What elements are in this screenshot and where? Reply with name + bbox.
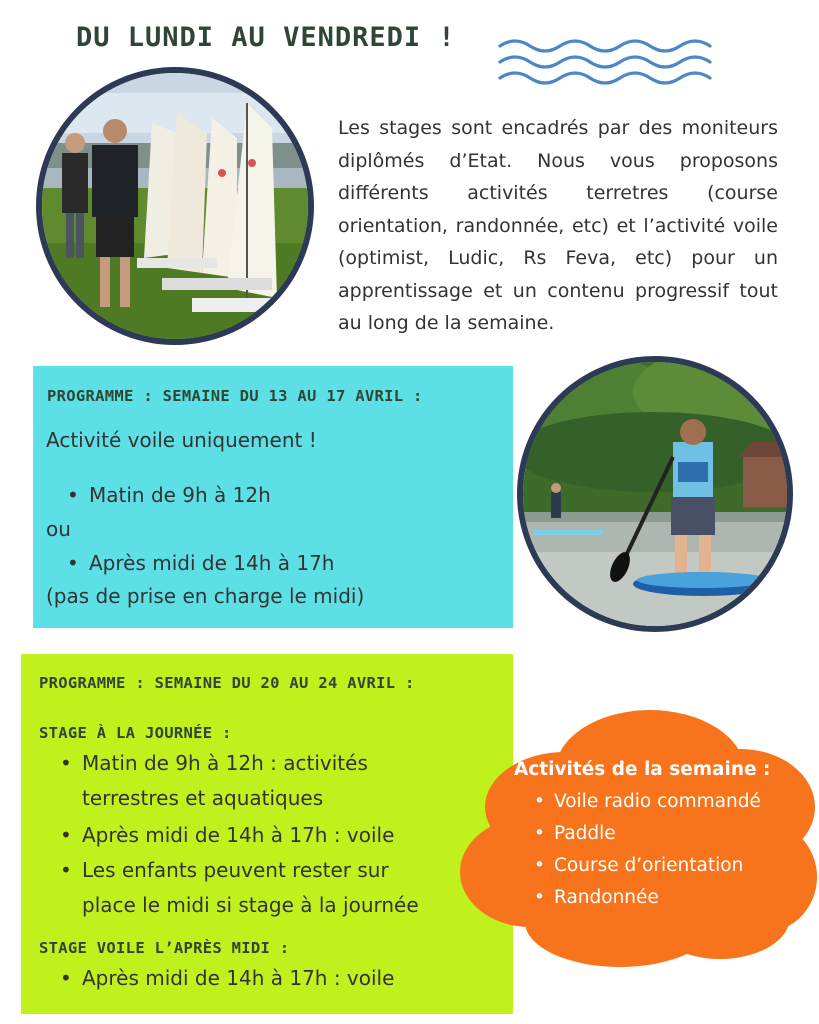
activity-item-2: • Paddle <box>554 823 616 844</box>
programme-week1-option2: • Après midi de 14h à 17h <box>89 551 334 575</box>
afternoon-stage-heading: STAGE VOILE L’APRÈS MIDI : <box>39 939 290 957</box>
activities-cloud <box>455 702 817 972</box>
day-item-1-cont: terrestres et aquatiques <box>82 786 324 810</box>
paddle-photo <box>517 356 793 632</box>
programme-week1-box <box>33 366 513 628</box>
waves-decoration <box>495 32 740 92</box>
programme-week1-note: (pas de prise en charge le midi) <box>46 584 365 608</box>
day-stage-heading: STAGE À LA JOURNÉE : <box>39 724 232 742</box>
programme-week1-option1: • Matin de 9h à 12h <box>89 483 271 507</box>
intro-text: Les stages sont encadrés par des moniteurs diplômés d’Etat. Nous vous proposons différents activités terretres (course orientation, randonnée, etc) et l’activité voile (optimist, Ludic, Rs Feva, etc) pour un apprentissage et un contenu progressif tout au long de la semaine. <box>338 117 778 334</box>
activity-item-4: • Randonnée <box>554 887 659 908</box>
activities-title: Activités de la semaine : <box>514 759 771 780</box>
programme-week1-or: ou <box>46 517 71 541</box>
day-item-3-cont: place le midi si stage à la journée <box>82 893 419 917</box>
sailboats-photo <box>36 67 314 345</box>
day-item-3: • Les enfants peuvent rester sur <box>82 858 389 882</box>
day-item-2: • Après midi de 14h à 17h : voile <box>82 823 394 847</box>
afternoon-item-1: • Après midi de 14h à 17h : voile <box>82 966 394 990</box>
programme-week1-heading: PROGRAMME : SEMAINE DU 13 AU 17 AVRIL : <box>47 387 423 405</box>
page-title: DU LUNDI AU VENDREDI ! <box>76 22 456 53</box>
programme-week1-subtitle: Activité voile uniquement ! <box>46 428 317 452</box>
programme-week2-box <box>21 654 513 1014</box>
programme-week2-heading: PROGRAMME : SEMAINE DU 20 AU 24 AVRIL : <box>39 674 415 692</box>
day-item-1: • Matin de 9h à 12h : activités <box>82 751 368 775</box>
activity-item-3: • Course d’orientation <box>554 855 743 876</box>
activity-item-1: • Voile radio commandé <box>554 791 761 812</box>
